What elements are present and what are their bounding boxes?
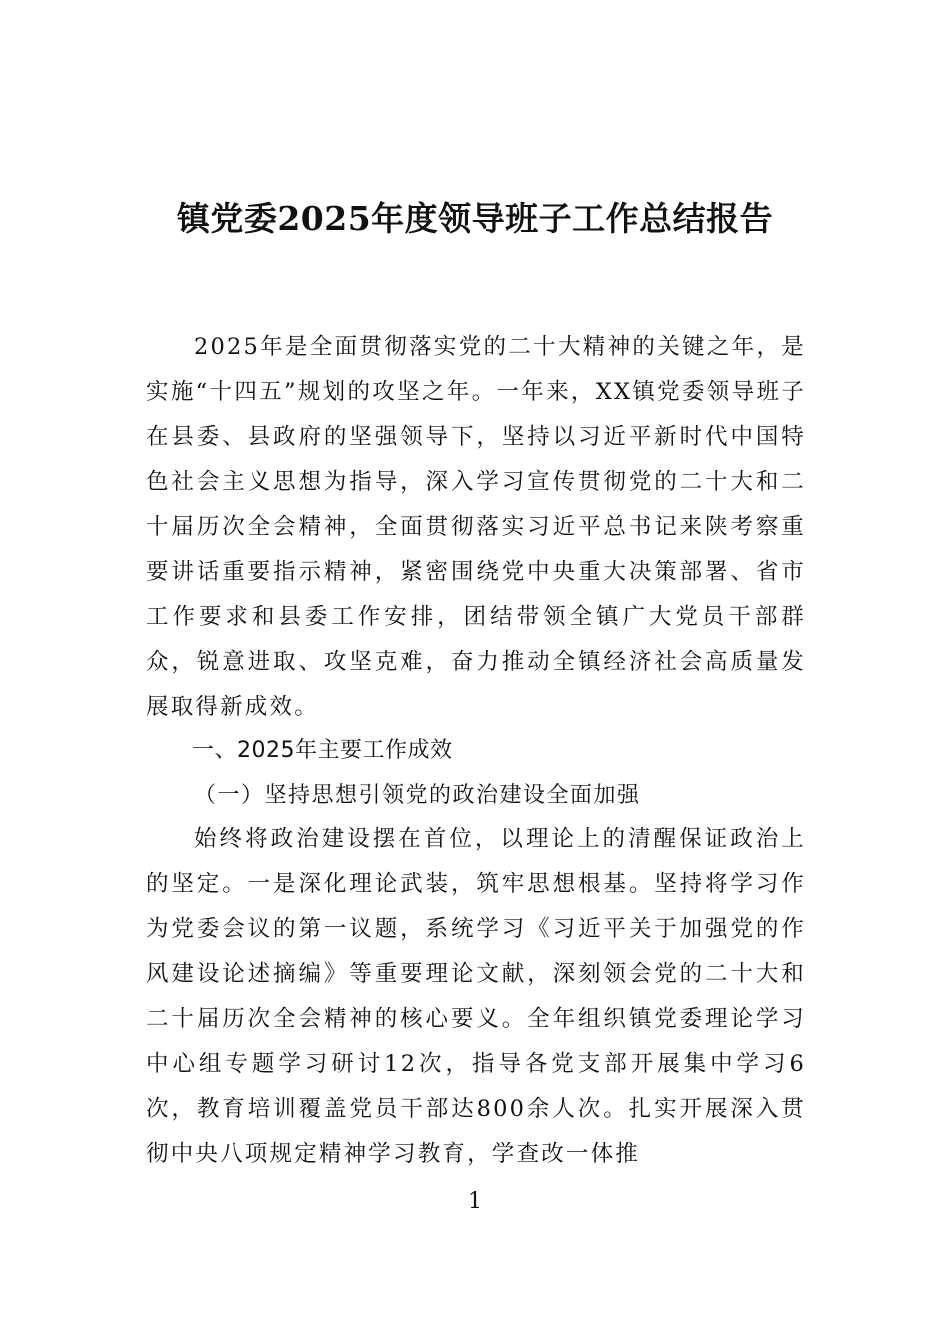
intro-paragraph: 2025年是全面贯彻落实党的二十大精神的关键之年，是实施“十四五”规划的攻坚之年。一年来，XX镇党委领导班子在县委、县政府的坚强领导下，坚持以习近平新时代中国特色社会主义思想为指导，深入学习宣传贯彻党的二十大和二十届历次全会精神，全面贯彻落实习近平总书记来陕考察重要讲话重要指示精神，紧密围绕党中央重大决策部署、省市工作要求和县委工作安排，团结带领全镇广大党员干部群众，锐意进取、攻坚克难，奋力推动全镇经济社会高质量发展取得新成效。 <box>146 334 806 720</box>
subsection-heading: （一）坚持思想引领党的政治建设全面加强 <box>194 783 641 808</box>
document-title: 镇党委2025年度领导班子工作总结报告 <box>176 199 774 238</box>
section-paragraph: 始终将政治建设摆在首位，以理论上的清醒保证政治上的坚定。一是深化理论武装，筑牢思想根基。坚持将学习作为党委会议的第一议题，系统学习《习近平关于加强党的作风建设论述摘编》等重要理论文献，深刻领会党的二十大和二十届历次全会精神的核心要义。全年组织镇党委理论学习中心组专题学习研讨12次，指导各党支部开展集中学习6次，教育培训覆盖党员干部达800余人次。扎实开展深入贯彻中央八项规定精神学习教育，学查改一体推 <box>146 826 806 1167</box>
section-heading: 一、2025年主要工作成效 <box>192 738 453 763</box>
page-number: 1 <box>468 1189 482 1214</box>
